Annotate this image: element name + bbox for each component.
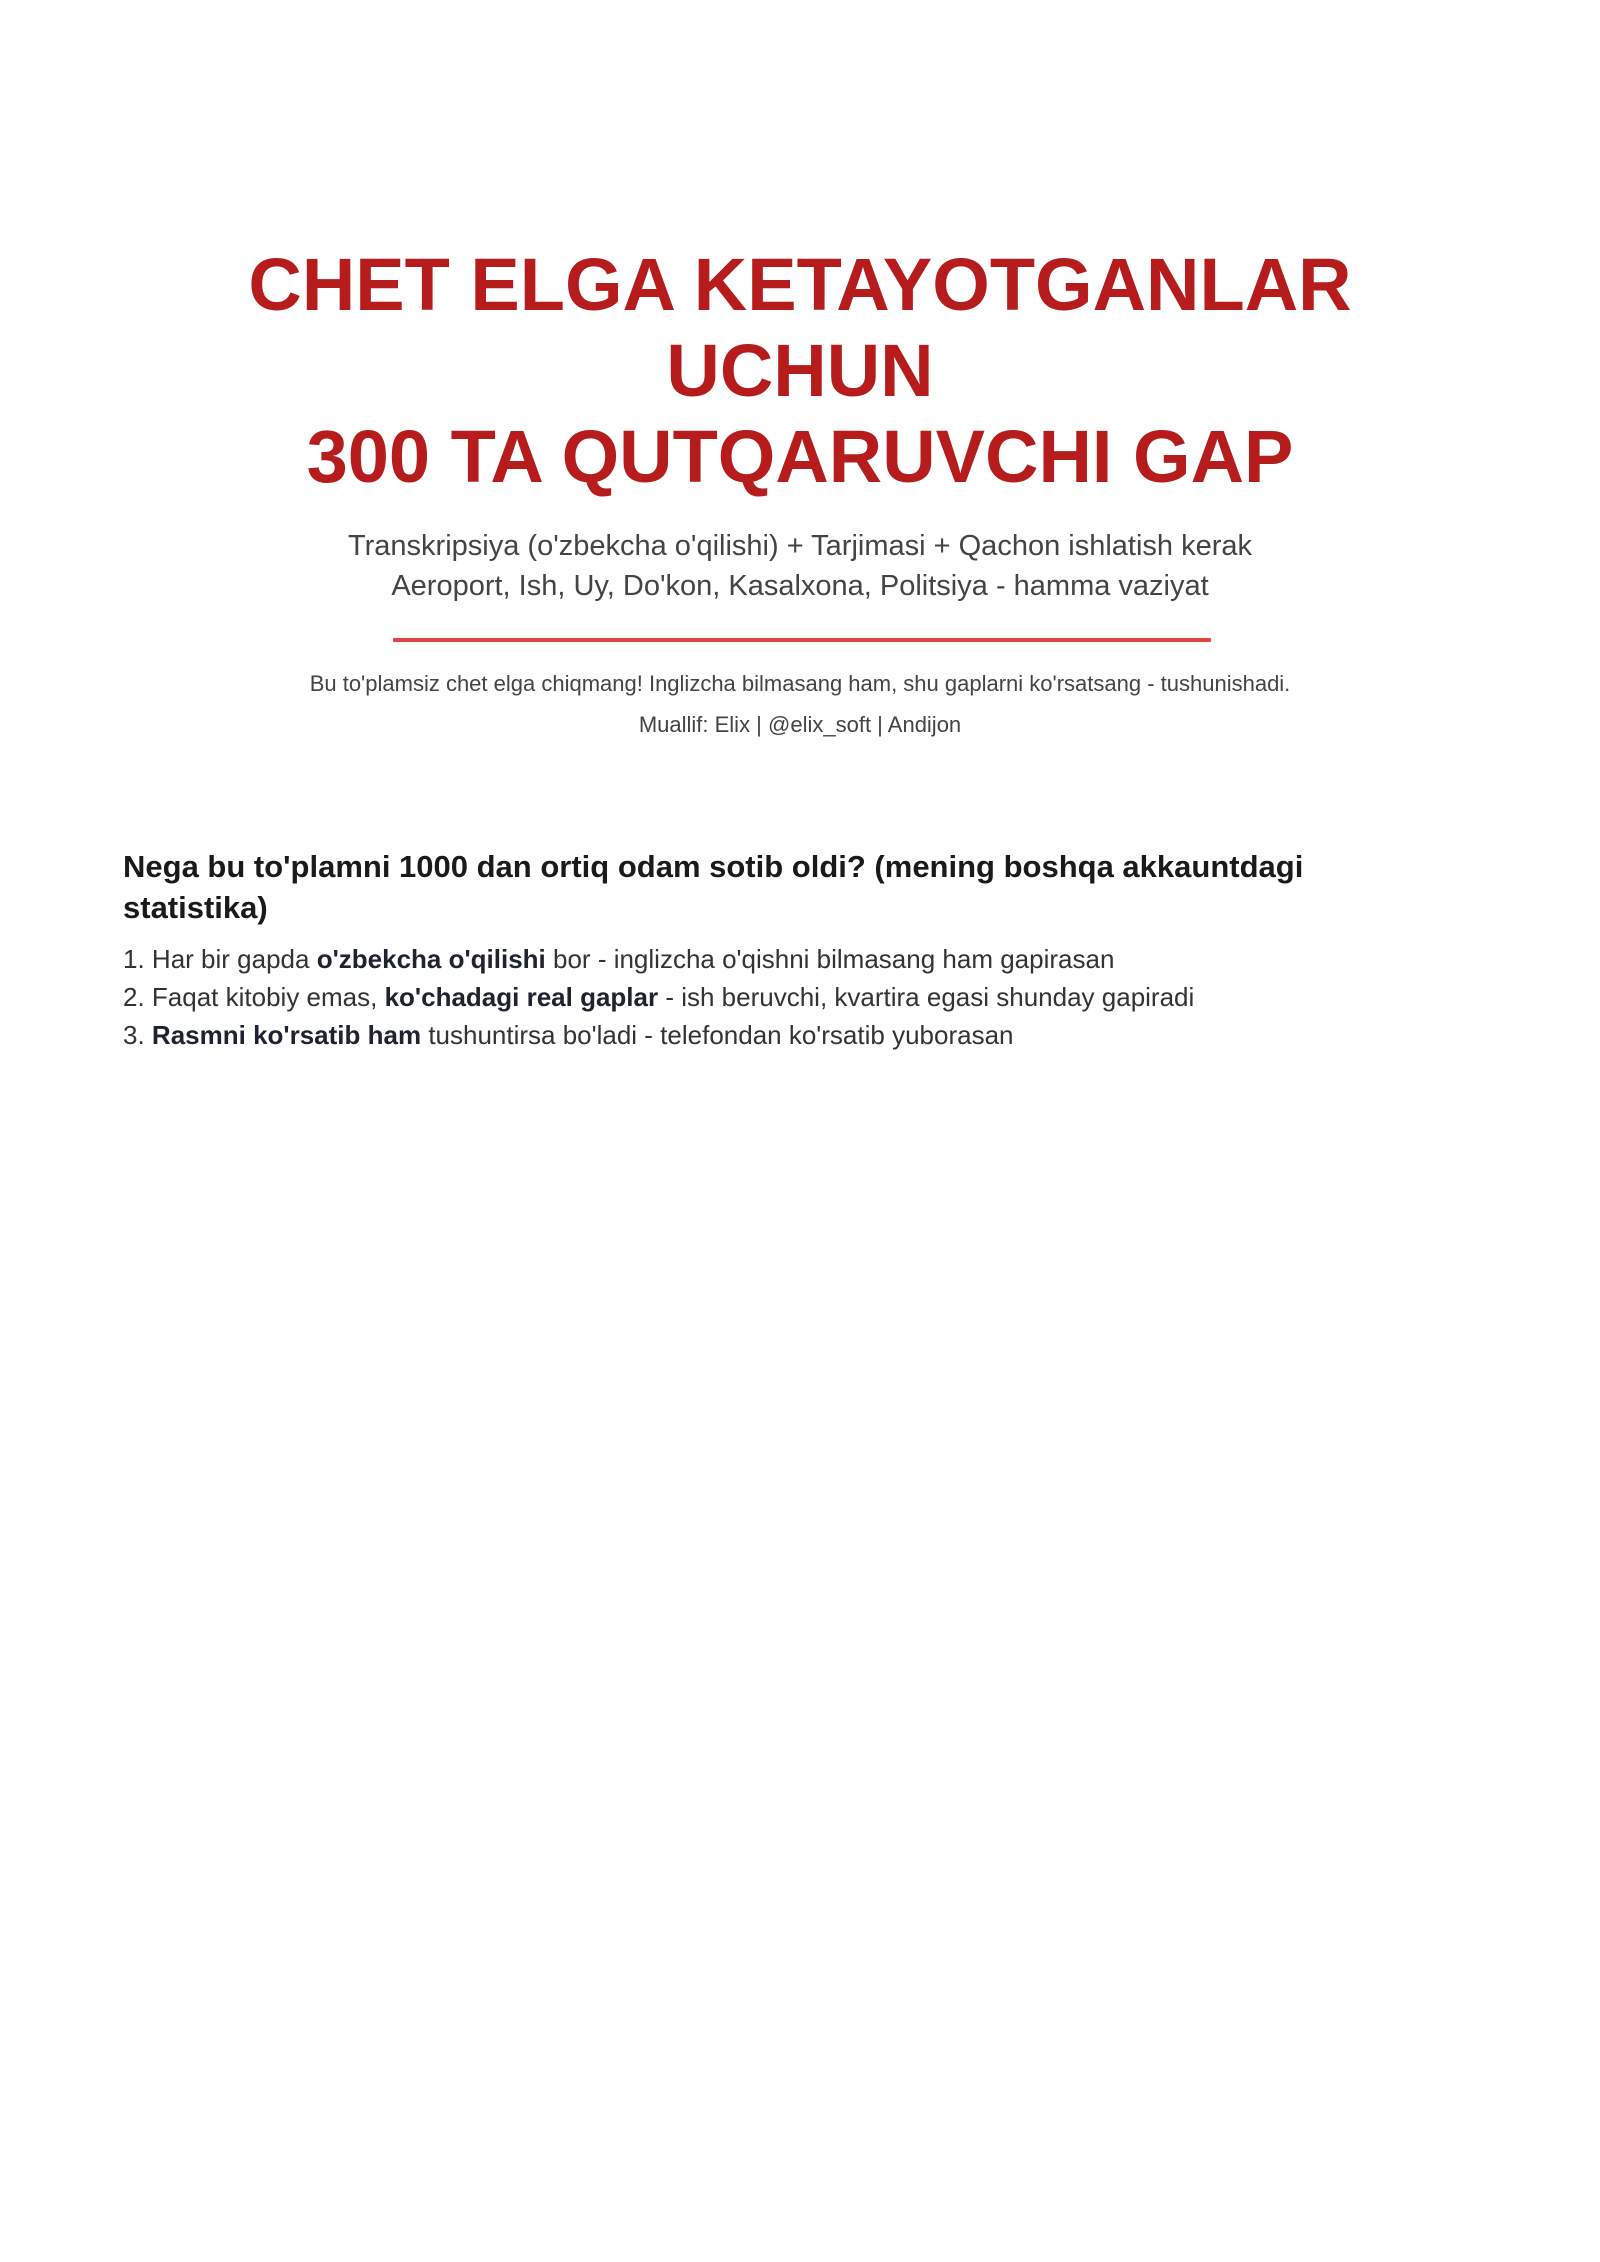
red-divider [393, 638, 1211, 642]
list-item [123, 978, 1423, 1016]
reasons-list [123, 940, 1423, 1054]
item-number: 2. [123, 982, 145, 1012]
list-item [123, 940, 1423, 978]
intro-note: Bu to'plamsiz chet elga chiqmang! Inglizcha bilmasang ham, shu gaplarni ko'rsatsang - tushunishadi. [309, 671, 1291, 696]
item-text: Faqat kitobiy emas, [151, 982, 378, 1012]
item-text: bor - inglizcha o'qishni bilmasang ham gapirasan [553, 944, 1115, 974]
item-bold-text: o'zbekcha o'qilishi [316, 944, 546, 974]
title-line-2: UCHUN [666, 329, 934, 412]
item-text: Har bir gapda [151, 944, 310, 974]
list-item [123, 1016, 1423, 1054]
section-heading: Nega bu to'plamni 1000 dan ortiq odam sotib oldi? (mening boshqa akkauntdagi statistika) [123, 849, 1304, 925]
item-bold-text: Rasmni ko'rsatib ham [151, 1020, 422, 1050]
subtitle-line-2: Aeroport, Ish, Uy, Do'kon, Kasalxona, Politsiya - hamma vaziyat [391, 570, 1209, 602]
item-text: tushuntirsa bo'ladi - telefondan ko'rsatib yuborasan [428, 1020, 1014, 1050]
subtitle-line-1: Transkripsiya (o'zbekcha o'qilishi) + Tarjimasi + Qachon ishlatish kerak [348, 530, 1252, 562]
item-number: 3. [123, 1020, 145, 1050]
item-text: - ish beruvchi, kvartira egasi shunday gapiradi [665, 982, 1195, 1012]
item-bold-text: ko'chadagi real gaplar [384, 982, 659, 1012]
item-number: 1. [123, 944, 145, 974]
title-line-3: 300 TA QUTQARUVCHI GAP [306, 415, 1294, 498]
page-title [100, 242, 1500, 500]
title-line-1: CHET ELGA KETAYOTGANLAR [248, 243, 1352, 326]
author-line: Muallif: Elix | @elix_soft | Andijon [638, 712, 962, 737]
